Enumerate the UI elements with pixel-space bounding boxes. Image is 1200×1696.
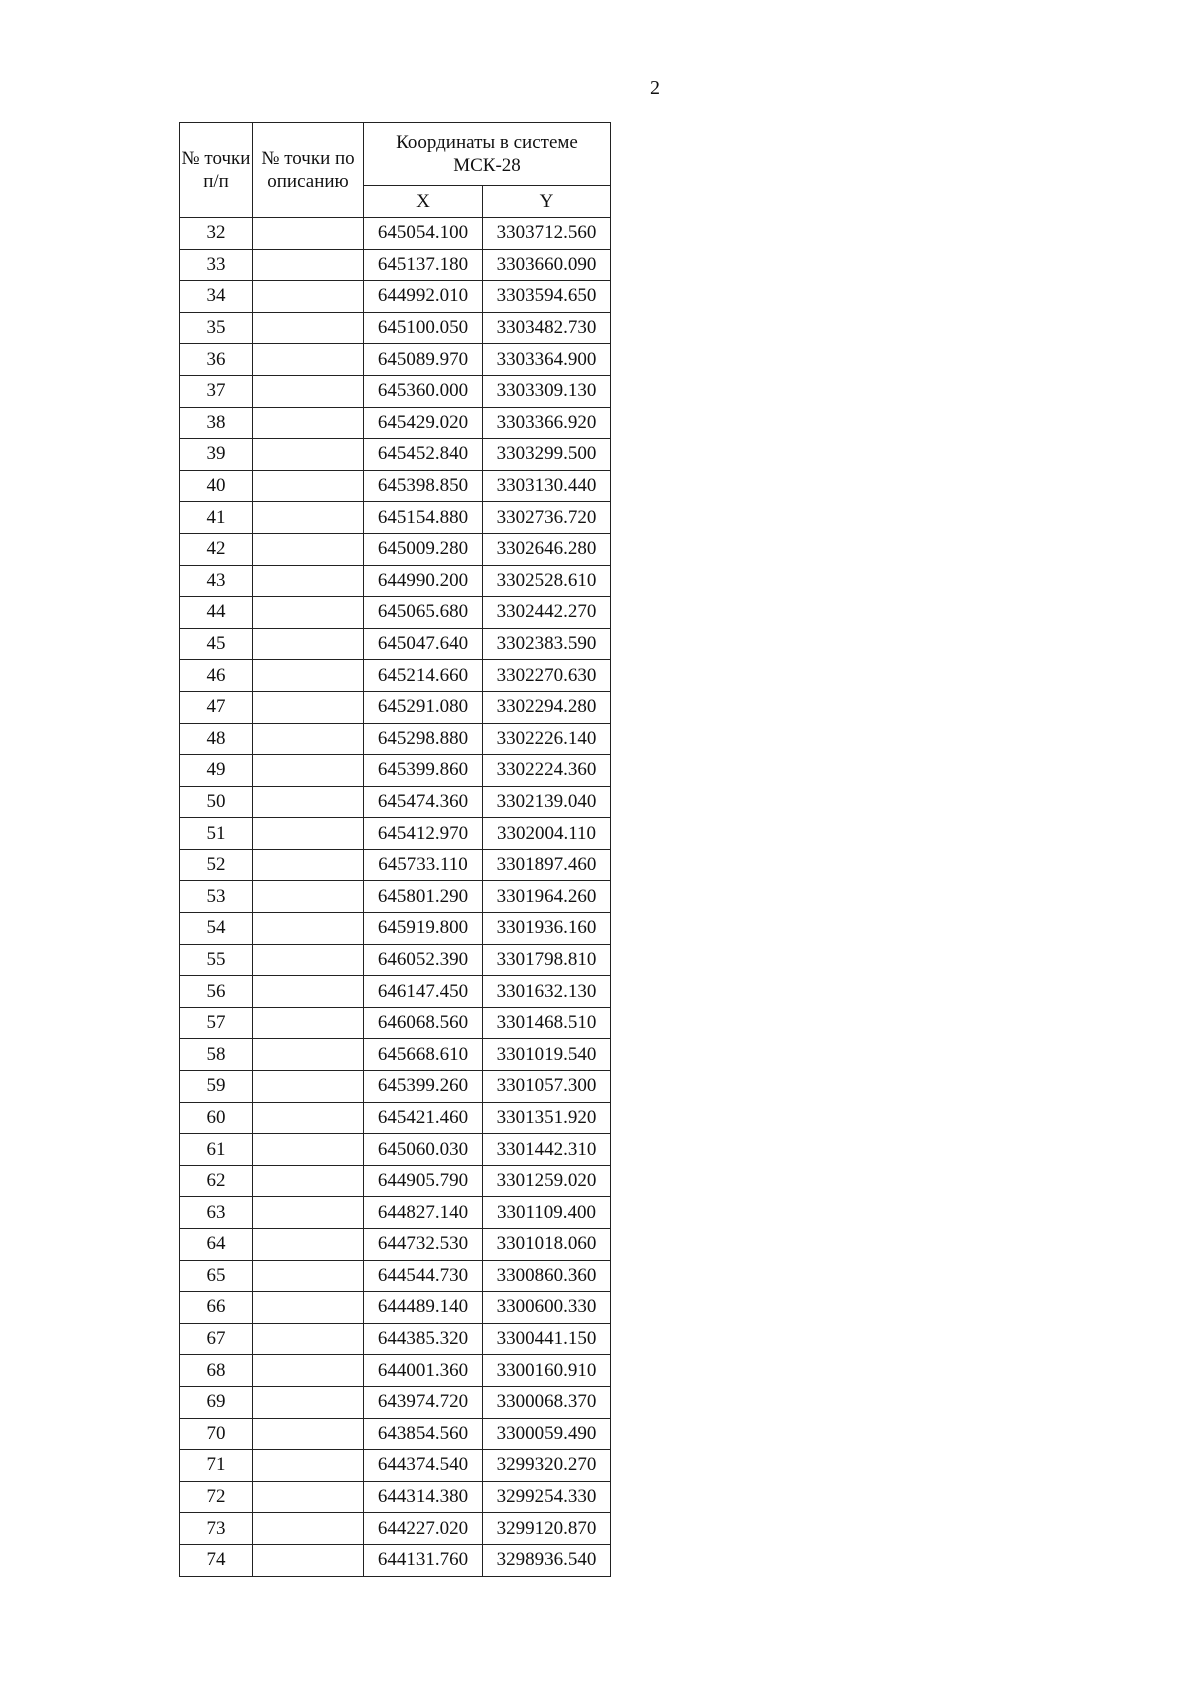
- coordinates-table: [179, 122, 611, 1577]
- cell-description-number: [253, 944, 364, 976]
- cell-y: 3302226.140: [483, 723, 611, 755]
- cell-y: 3300068.370: [483, 1386, 611, 1418]
- table-row: [180, 533, 611, 565]
- table-row: [180, 849, 611, 881]
- table-row: [180, 1229, 611, 1261]
- cell-description-number: [253, 1418, 364, 1450]
- cell-y: 3302646.280: [483, 533, 611, 565]
- table-row: [180, 976, 611, 1008]
- cell-point-number: 59: [180, 1071, 253, 1103]
- cell-point-number: 47: [180, 691, 253, 723]
- cell-description-number: [253, 1229, 364, 1261]
- table-row: [180, 1260, 611, 1292]
- table-row: [180, 818, 611, 850]
- cell-point-number: 37: [180, 375, 253, 407]
- cell-x: 645089.970: [364, 344, 483, 376]
- page-number: 2: [650, 77, 660, 99]
- table-row: [180, 1450, 611, 1482]
- cell-x: 644990.200: [364, 565, 483, 597]
- cell-point-number: 56: [180, 976, 253, 1008]
- cell-y: 3299254.330: [483, 1481, 611, 1513]
- cell-x: 644131.760: [364, 1544, 483, 1576]
- table-row: [180, 407, 611, 439]
- table-row: [180, 565, 611, 597]
- cell-x: 645474.360: [364, 786, 483, 818]
- cell-y: 3302224.360: [483, 755, 611, 787]
- cell-point-number: 68: [180, 1355, 253, 1387]
- table-row: [180, 597, 611, 629]
- table-row: [180, 1418, 611, 1450]
- cell-y: 3302528.610: [483, 565, 611, 597]
- cell-description-number: [253, 1260, 364, 1292]
- cell-x: 644992.010: [364, 281, 483, 313]
- cell-x: 645733.110: [364, 849, 483, 881]
- cell-description-number: [253, 755, 364, 787]
- table-row: [180, 439, 611, 471]
- cell-y: 3303660.090: [483, 249, 611, 281]
- cell-y: 3303364.900: [483, 344, 611, 376]
- cell-x: 644489.140: [364, 1292, 483, 1324]
- cell-x: 644385.320: [364, 1323, 483, 1355]
- cell-point-number: 44: [180, 597, 253, 629]
- cell-y: 3300600.330: [483, 1292, 611, 1324]
- cell-x: 644544.730: [364, 1260, 483, 1292]
- cell-point-number: 66: [180, 1292, 253, 1324]
- cell-point-number: 60: [180, 1102, 253, 1134]
- table-row: [180, 1165, 611, 1197]
- table-row: [180, 1197, 611, 1229]
- cell-description-number: [253, 849, 364, 881]
- cell-description-number: [253, 1039, 364, 1071]
- cell-description-number: [253, 628, 364, 660]
- cell-x: 643854.560: [364, 1418, 483, 1450]
- cell-y: 3301964.260: [483, 881, 611, 913]
- cell-x: 645429.020: [364, 407, 483, 439]
- cell-x: 645100.050: [364, 312, 483, 344]
- cell-y: 3302294.280: [483, 691, 611, 723]
- cell-x: 644001.360: [364, 1355, 483, 1387]
- cell-x: 645452.840: [364, 439, 483, 471]
- table-row: [180, 723, 611, 755]
- cell-point-number: 57: [180, 1007, 253, 1039]
- cell-x: 645214.660: [364, 660, 483, 692]
- cell-point-number: 65: [180, 1260, 253, 1292]
- table-row: [180, 218, 611, 250]
- cell-description-number: [253, 407, 364, 439]
- cell-x: 645668.610: [364, 1039, 483, 1071]
- cell-point-number: 50: [180, 786, 253, 818]
- cell-y: 3301936.160: [483, 913, 611, 945]
- cell-point-number: 49: [180, 755, 253, 787]
- table-row: [180, 375, 611, 407]
- cell-description-number: [253, 1544, 364, 1576]
- cell-y: 3301897.460: [483, 849, 611, 881]
- cell-description-number: [253, 375, 364, 407]
- cell-point-number: 40: [180, 470, 253, 502]
- header-y: Y: [483, 186, 611, 218]
- cell-x: 645047.640: [364, 628, 483, 660]
- cell-y: 3300160.910: [483, 1355, 611, 1387]
- table-row: [180, 786, 611, 818]
- cell-point-number: 41: [180, 502, 253, 534]
- cell-description-number: [253, 344, 364, 376]
- cell-y: 3302270.630: [483, 660, 611, 692]
- cell-x: 645009.280: [364, 533, 483, 565]
- cell-y: 3301018.060: [483, 1229, 611, 1261]
- cell-point-number: 71: [180, 1450, 253, 1482]
- cell-point-number: 32: [180, 218, 253, 250]
- cell-point-number: 64: [180, 1229, 253, 1261]
- cell-description-number: [253, 786, 364, 818]
- header-description-number: № точки по описанию: [253, 123, 364, 218]
- cell-x: 644732.530: [364, 1229, 483, 1261]
- table-row: [180, 628, 611, 660]
- table-row: [180, 249, 611, 281]
- table-row: [180, 660, 611, 692]
- cell-point-number: 45: [180, 628, 253, 660]
- table-row: [180, 1039, 611, 1071]
- cell-description-number: [253, 1071, 364, 1103]
- cell-y: 3302383.590: [483, 628, 611, 660]
- cell-description-number: [253, 281, 364, 313]
- cell-y: 3302004.110: [483, 818, 611, 850]
- table-row: [180, 1355, 611, 1387]
- cell-y: 3303482.730: [483, 312, 611, 344]
- table-row: [180, 1544, 611, 1576]
- cell-x: 645399.860: [364, 755, 483, 787]
- table-row: [180, 1386, 611, 1418]
- table-row: [180, 1071, 611, 1103]
- header-coordinate-system: Координаты в системе МСК-28: [364, 123, 611, 186]
- cell-y: 3302139.040: [483, 786, 611, 818]
- cell-description-number: [253, 439, 364, 471]
- cell-y: 3300059.490: [483, 1418, 611, 1450]
- cell-y: 3298936.540: [483, 1544, 611, 1576]
- cell-point-number: 51: [180, 818, 253, 850]
- cell-point-number: 33: [180, 249, 253, 281]
- cell-x: 645412.970: [364, 818, 483, 850]
- cell-description-number: [253, 660, 364, 692]
- cell-description-number: [253, 533, 364, 565]
- table-row: [180, 1481, 611, 1513]
- cell-point-number: 38: [180, 407, 253, 439]
- cell-y: 3303130.440: [483, 470, 611, 502]
- cell-point-number: 62: [180, 1165, 253, 1197]
- cell-y: 3303712.560: [483, 218, 611, 250]
- cell-description-number: [253, 312, 364, 344]
- cell-y: 3302736.720: [483, 502, 611, 534]
- cell-y: 3300441.150: [483, 1323, 611, 1355]
- cell-x: 645154.880: [364, 502, 483, 534]
- cell-description-number: [253, 818, 364, 850]
- table-row: [180, 312, 611, 344]
- cell-x: 645360.000: [364, 375, 483, 407]
- cell-point-number: 36: [180, 344, 253, 376]
- cell-y: 3303366.920: [483, 407, 611, 439]
- cell-description-number: [253, 470, 364, 502]
- cell-description-number: [253, 1450, 364, 1482]
- coordinates-table-header: [180, 123, 611, 218]
- table-row: [180, 1513, 611, 1545]
- cell-point-number: 53: [180, 881, 253, 913]
- cell-x: 644314.380: [364, 1481, 483, 1513]
- cell-x: 645801.290: [364, 881, 483, 913]
- cell-point-number: 46: [180, 660, 253, 692]
- cell-x: 645298.880: [364, 723, 483, 755]
- cell-description-number: [253, 218, 364, 250]
- cell-description-number: [253, 881, 364, 913]
- cell-x: 645919.800: [364, 913, 483, 945]
- cell-point-number: 70: [180, 1418, 253, 1450]
- cell-y: 3301798.810: [483, 944, 611, 976]
- cell-description-number: [253, 1134, 364, 1166]
- cell-y: 3301351.920: [483, 1102, 611, 1134]
- cell-y: 3301259.020: [483, 1165, 611, 1197]
- coordinates-table-body: [180, 218, 611, 1577]
- cell-description-number: [253, 597, 364, 629]
- cell-description-number: [253, 565, 364, 597]
- cell-y: 3301109.400: [483, 1197, 611, 1229]
- table-row: [180, 691, 611, 723]
- header-row-number: № точки п/п: [180, 123, 253, 218]
- cell-point-number: 35: [180, 312, 253, 344]
- cell-x: 646052.390: [364, 944, 483, 976]
- cell-description-number: [253, 723, 364, 755]
- cell-description-number: [253, 913, 364, 945]
- cell-y: 3299320.270: [483, 1450, 611, 1482]
- table-row: [180, 944, 611, 976]
- cell-x: 643974.720: [364, 1386, 483, 1418]
- cell-point-number: 52: [180, 849, 253, 881]
- cell-x: 646147.450: [364, 976, 483, 1008]
- table-row: [180, 913, 611, 945]
- cell-point-number: 73: [180, 1513, 253, 1545]
- cell-x: 645398.850: [364, 470, 483, 502]
- cell-point-number: 39: [180, 439, 253, 471]
- table-row: [180, 281, 611, 313]
- table-row: [180, 344, 611, 376]
- cell-point-number: 58: [180, 1039, 253, 1071]
- cell-point-number: 43: [180, 565, 253, 597]
- cell-x: 644374.540: [364, 1450, 483, 1482]
- cell-point-number: 72: [180, 1481, 253, 1513]
- cell-point-number: 63: [180, 1197, 253, 1229]
- cell-y: 3301632.130: [483, 976, 611, 1008]
- cell-point-number: 74: [180, 1544, 253, 1576]
- cell-y: 3303594.650: [483, 281, 611, 313]
- cell-description-number: [253, 1165, 364, 1197]
- cell-point-number: 55: [180, 944, 253, 976]
- cell-y: 3301057.300: [483, 1071, 611, 1103]
- cell-description-number: [253, 1386, 364, 1418]
- cell-y: 3303299.500: [483, 439, 611, 471]
- cell-x: 645291.080: [364, 691, 483, 723]
- cell-description-number: [253, 1323, 364, 1355]
- table-row: [180, 755, 611, 787]
- cell-x: 644227.020: [364, 1513, 483, 1545]
- cell-x: 644905.790: [364, 1165, 483, 1197]
- cell-point-number: 54: [180, 913, 253, 945]
- cell-y: 3302442.270: [483, 597, 611, 629]
- cell-y: 3303309.130: [483, 375, 611, 407]
- table-row: [180, 1323, 611, 1355]
- cell-x: 645054.100: [364, 218, 483, 250]
- cell-description-number: [253, 249, 364, 281]
- cell-description-number: [253, 976, 364, 1008]
- table-row: [180, 1102, 611, 1134]
- cell-point-number: 48: [180, 723, 253, 755]
- table-row: [180, 1007, 611, 1039]
- cell-x: 645065.680: [364, 597, 483, 629]
- table-row: [180, 470, 611, 502]
- cell-y: 3301019.540: [483, 1039, 611, 1071]
- cell-point-number: 67: [180, 1323, 253, 1355]
- table-row: [180, 1292, 611, 1324]
- cell-y: 3300860.360: [483, 1260, 611, 1292]
- cell-y: 3301468.510: [483, 1007, 611, 1039]
- cell-description-number: [253, 1513, 364, 1545]
- cell-description-number: [253, 1292, 364, 1324]
- cell-x: 644827.140: [364, 1197, 483, 1229]
- cell-x: 645060.030: [364, 1134, 483, 1166]
- cell-x: 645399.260: [364, 1071, 483, 1103]
- cell-description-number: [253, 1007, 364, 1039]
- cell-y: 3299120.870: [483, 1513, 611, 1545]
- cell-x: 646068.560: [364, 1007, 483, 1039]
- cell-y: 3301442.310: [483, 1134, 611, 1166]
- cell-point-number: 69: [180, 1386, 253, 1418]
- cell-x: 645421.460: [364, 1102, 483, 1134]
- cell-x: 645137.180: [364, 249, 483, 281]
- cell-point-number: 42: [180, 533, 253, 565]
- cell-description-number: [253, 1355, 364, 1387]
- table-row: [180, 881, 611, 913]
- cell-description-number: [253, 691, 364, 723]
- table-row: [180, 502, 611, 534]
- cell-point-number: 34: [180, 281, 253, 313]
- cell-description-number: [253, 1197, 364, 1229]
- cell-description-number: [253, 1481, 364, 1513]
- cell-point-number: 61: [180, 1134, 253, 1166]
- cell-description-number: [253, 502, 364, 534]
- table-row: [180, 1134, 611, 1166]
- cell-description-number: [253, 1102, 364, 1134]
- header-x: X: [364, 186, 483, 218]
